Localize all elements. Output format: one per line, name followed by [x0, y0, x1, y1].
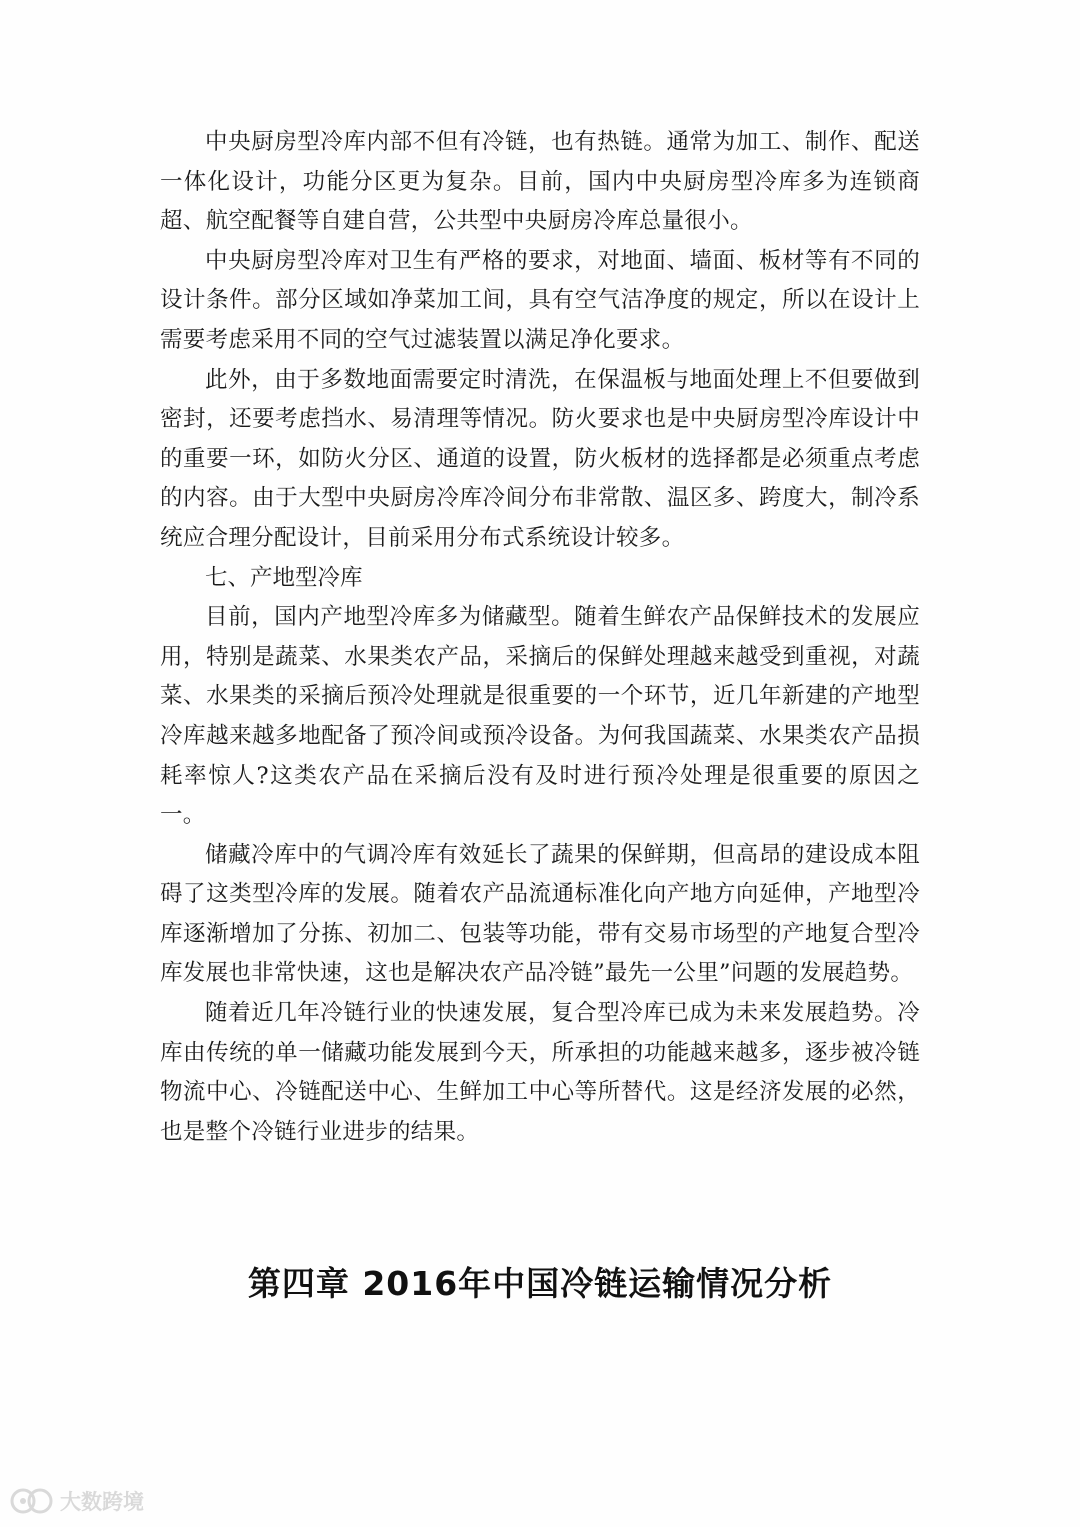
paragraph-central-kitchen-hygiene: 中央厨房型冷库对卫生有严格的要求，对地面、墙面、板材等有不同的设计条件。部分区域如净菜加工间，具有空气洁净度的规定，所以在设计上需要考虑采用不同的空气过滤装置以满足净化要求。: [160, 247, 920, 353]
paragraph-origin-storage: 目前，国内产地型冷库多为储藏型。随着生鲜农产品保鲜技术的发展应用，特别是蔬菜、水果类农产品，采摘后的保鲜处理越来越受到重视，对蔬菜、水果类的采摘后预冷处理就是很重要的一个环节，近几年新建的产地型冷库越来越多地配备了预冷间或预冷设备。为何我国蔬菜、水果类农产品损耗率惊人?这类农产品在采摘后没有及时进行预冷处理是很重要的原因之一。: [160, 604, 920, 829]
paragraph-central-kitchen-fire: 此外，由于多数地面需要定时清洗，在保温板与地面处理上不但要做到密封，还要考虑挡水、易清理等情况。防火要求也是中央厨房型冷库设计中的重要一环，如防火分区、通道的设置，防火板材的选择都是必须重点考虑的内容。由于大型中央厨房冷库冷间分布非常散、温区多、跨度大，制冷系统应合理分配设计，目前采用分布式系统设计较多。: [160, 366, 920, 551]
watermark-text: 大数跨境: [60, 1490, 144, 1514]
paragraph-composite-trend: 随着近几年冷链行业的快速发展，复合型冷库已成为未来发展趋势。冷库由传统的单一储藏功能发展到今天，所承担的功能越来越多，逐步被冷链物流中心、冷链配送中心、生鲜加工中心等所替代。这是经济发展的必然，也是整个冷链行业进步的结果。: [160, 1000, 920, 1145]
paragraph-controlled-atmosphere: 储藏冷库中的气调冷库有效延长了蔬果的保鲜期，但高昂的建设成本阻碍了这类型冷库的发展。随着农产品流通标准化向产地方向延伸，产地型冷库逐渐增加了分拣、初加二、包装等功能，带有交易市场型的产地复合型冷库发展也非常快速，这也是解决农产品冷链”最先一公里”问题的发展趋势。: [160, 841, 920, 987]
brand-logo-icon: [10, 1486, 54, 1516]
chapter-title: 第四章 2016年中国冷链运输情况分析: [247, 1264, 833, 1303]
body-text: [160, 123, 920, 1152]
paragraph-central-kitchen-overview: 中央厨房型冷库内部不但有冷链，也有热链。通常为加工、制作、配送一体化设计，功能分区更为复杂。目前，国内中央厨房型冷库多为连锁商超、航空配餐等自建自营，公共型中央厨房冷库总量很小。: [160, 129, 920, 235]
watermark: [10, 1484, 144, 1518]
section-heading: 七、产地型冷库: [205, 564, 363, 591]
